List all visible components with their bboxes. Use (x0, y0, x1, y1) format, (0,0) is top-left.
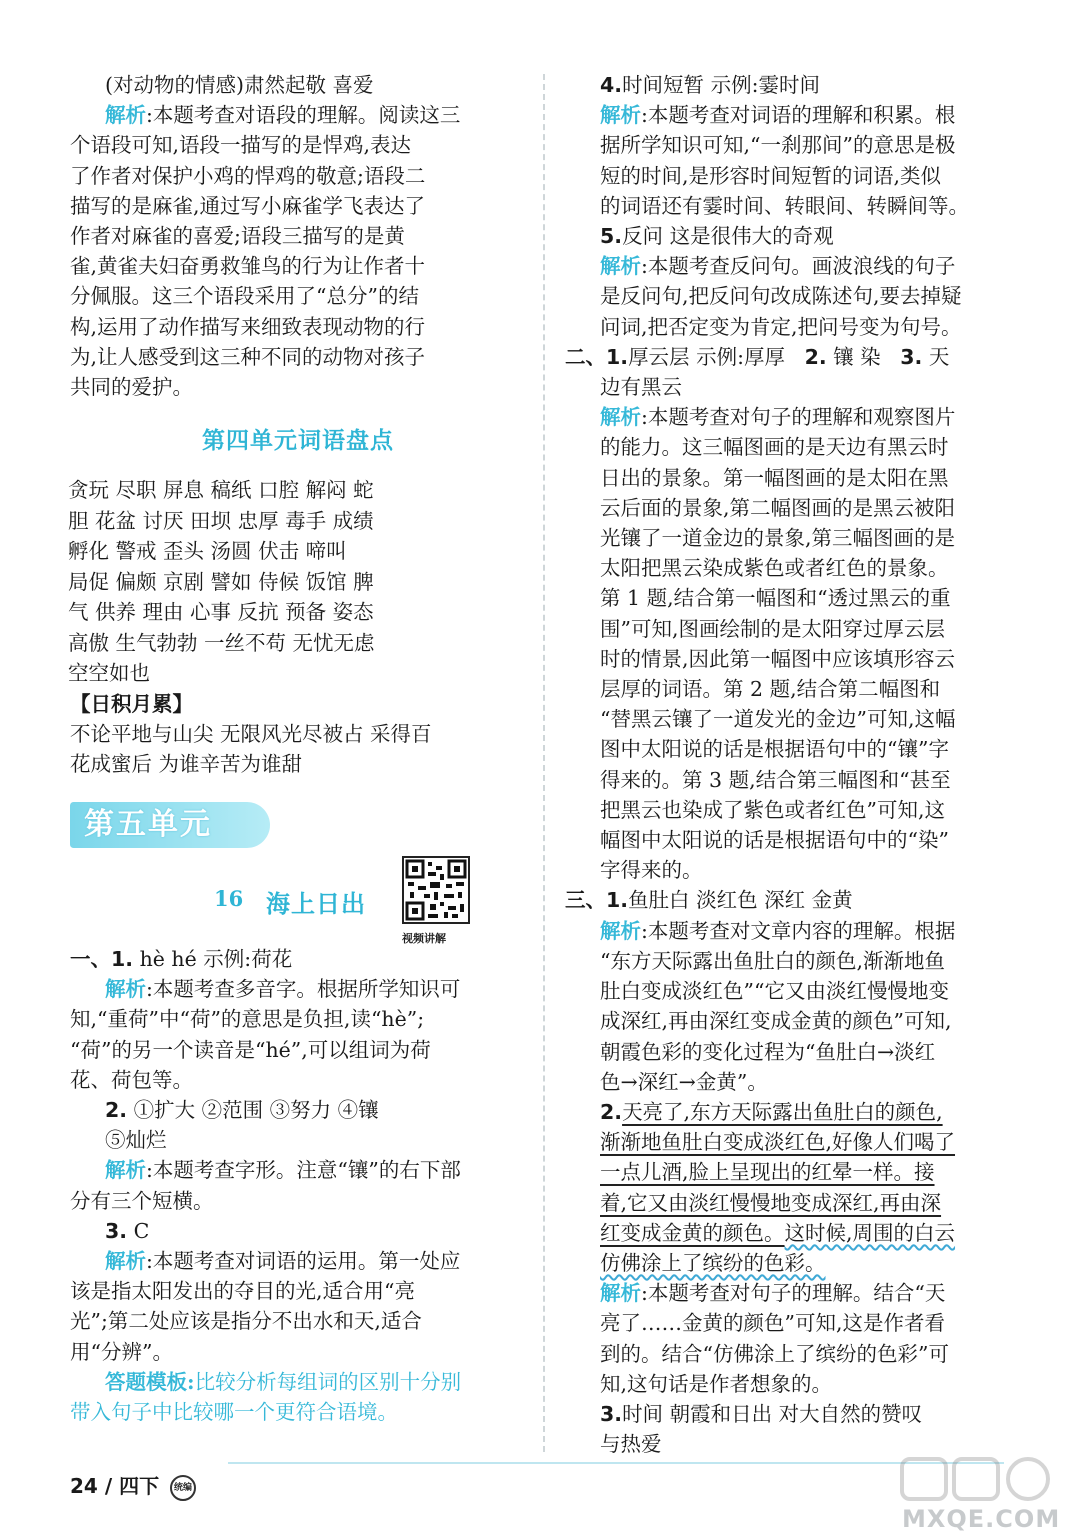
analysis-text: 到的。结合“仿佛涂上了缤纷的色彩”可 (600, 1341, 949, 1366)
mixed-underline-line: 红变成金黄的颜色。这时候,周围的白云 (600, 1220, 956, 1245)
analysis-text: 共同的爱护。 (70, 375, 193, 400)
word-line: 高傲 生气勃勃 一丝不苟 无忧无虑 (68, 630, 375, 655)
analysis-label: 解析 (105, 1158, 146, 1183)
analysis-text: 花、荷包等。 (70, 1067, 193, 1092)
analysis-text: 本题考查多音字。根据所学知识可 (152, 977, 461, 1002)
analysis-text: 把黑云也染成了紫色或者红色”可知,这 (600, 797, 945, 822)
analysis-text: 围”可知,图画绘制的是太阳穿过厚云层 (600, 616, 945, 641)
underlined-text: 着,它又由淡红慢慢地变成深红,再由深 (600, 1190, 942, 1215)
analysis-text: 第 1 题,结合第一幅图和“透过黑云的重 (600, 586, 951, 611)
word-line: 局促 偏颇 京剧 譬如 侍候 饭馆 脾 (68, 569, 374, 594)
answer-line: (对动物的情感)肃然起敬 喜爱 (105, 73, 374, 97)
question-line: 2.天亮了,东方天际露出鱼肚白的颜色, (600, 1099, 943, 1124)
analysis-text: 是反问句,把反问句改成陈述句,要去掉疑 (600, 284, 962, 309)
question-line: 2. ①扩大 ②范围 ③努力 ④镶 (105, 1097, 379, 1122)
analysis-text: 了作者对保护小鸡的悍鸡的敬意;语段二 (70, 163, 426, 188)
section-title: 第四单元词语盘点 (202, 428, 394, 455)
analysis-text: 用“分辨”。 (70, 1339, 173, 1364)
lesson-number: 16 (214, 885, 244, 911)
edition-seal-icon: 统编 (170, 1475, 196, 1501)
poem-line: 不论平地与山尖 无限风光尽被占 采得百 (70, 721, 432, 746)
template-text: 带入句子中比较哪一个更符合语境。 (70, 1399, 398, 1424)
analysis-text: 时的情景,因此第一幅图中应该填形容云 (600, 646, 956, 671)
page-footer (70, 1470, 196, 1501)
analysis-text: 构,运用了动作描写来细致表现动物的行 (70, 314, 426, 339)
analysis-label: 解析 (105, 1248, 146, 1273)
wavy-underlined-text: 仿佛涂上了缤纷的色彩。 (600, 1250, 826, 1275)
analysis-text: 分佩服。这三个语段采用了“总分”的结 (70, 284, 419, 309)
analysis-text: 幅图中太阳说的话是根据语句中的“染” (600, 828, 949, 853)
question-line: 4.时间短暂 示例:霎时间 (600, 73, 820, 97)
analysis-text: 光镶了一道金边的景象,第三幅图画的是 (600, 526, 956, 551)
analysis-text: 本题考查对语段的理解。阅读这三 (152, 103, 461, 128)
accumulation-heading: 【日积月累】 (70, 691, 193, 716)
template-label: 答题模板: (105, 1369, 195, 1394)
word-line: 胆 花盆 讨厌 田坝 忠厚 毒手 成绩 (68, 508, 374, 533)
qr-caption: 视频讲解 (402, 931, 446, 945)
analysis-text: 个语段可知,语段一描写的是悍鸡,表达 (70, 133, 412, 158)
analysis-text: “替黑云镶了一道发光的金边”可知,这幅 (600, 707, 956, 732)
analysis-text: 图中太阳说的话是根据语句中的“镶”字 (600, 737, 949, 762)
analysis-text: 知,“重荷”中“荷”的意思是负担,读“hè”; (70, 1007, 425, 1032)
analysis-label: 解析 (600, 1281, 641, 1306)
right-column: 4.时间短暂 示例:霎时间 解析:本题考查对词语的理解和积累。根 据所学知识可知,“一刹那间”的意思是极 短的时间,是形容时间短暂的词语,类似 的词语还有霎时间、转眼间、转瞬间等。 5.反问 这是很伟大的奇观 解析:本题考查反问句。画波浪线的句子 是反问句,把反问句改成陈述句,要去掉疑 问词,把否定变为肯定,把问号变为句号。 二、1.厚云层 示例:厚厚 2. 镶 染 3. 天 边有黑云 解析:本题考查对句子的理解和观察图片 的能力。这三幅图画的是天边有黑云时 日出的景象。第一幅图画的是太阳在黑 云后面的景象,第二幅图画的是黑云被阳 光镶了一道金边的景象,第三幅图画的是 太阳把黑云染成紫色或者红色的景象。 第 1 题,结合第一幅图和“透过黑云的重 围”可知,图画绘制的是太阳穿过厚云层 时的情景,因此第一幅图中应该填形容云 层厚的词语。第 2 题,结合第二幅图和 “替黑云镶了一道发光的金边”可知,这幅 图中太阳说的话是根据语句中的“镶”字 得来的。第 3 题,结合第三幅图和“甚至 把黑云也染成了紫色或者红色”可知,这 幅图中太阳说的话是根据语句中的“染” 字得来的。 三、1.鱼肚白 淡红色 深红 金黄 解析:本题考查对文章内容的理解。根据 “东方天际露出鱼肚白的颜色,渐渐地鱼 肚白变成淡红色”“它又由淡红慢慢地变 成深红,再由深红变成金黄的颜色”可知, 朝霞色彩的变化过程为“鱼肚白→淡红 色→深红→金黄”。 2.天亮了,东方天际露出鱼肚白的颜色, 渐渐地鱼肚白变成淡红色,好像人们喝了 一点儿酒,脸上呈现出的红晕一样。接 着,它又由淡红慢慢地变成深红,再由深 红变成金黄的颜色。这时候,周围的白云 仿佛涂上了缤纷的色彩。 解析:本题考查对句子的理解。结合“天 亮了……金黄的颜色”可知,这是作者看 到的。结合“仿佛涂上了缤纷的色彩”可 知,这句话是作者想象的。 3.时间 朝霞和日出 对大自然的赞叹 与热爱 (600, 70, 1018, 1459)
analysis-text: 问词,把否定变为肯定,把问号变为句号。 (600, 314, 962, 339)
analysis-label: 解析 (600, 405, 641, 430)
analysis-text: 该是指太阳发出的夺目的光,适合用“亮 (70, 1279, 415, 1304)
analysis-text: 本题考查反问句。画波浪线的句子 (647, 254, 956, 279)
footer-separator: / (104, 1474, 113, 1498)
analysis-text: 雀,黄雀夫妇奋勇救雏鸟的行为让作者十 (70, 254, 426, 279)
analysis-text: 太阳把黑云染成紫色或者红色的景象。 (600, 556, 949, 581)
analysis-text: 色→深红→金黄”。 (600, 1069, 768, 1094)
analysis-text: 得来的。第 3 题,结合第三幅图和“甚至 (600, 767, 951, 792)
analysis-text: 光”;第二处应该是指分不出水和天,适合 (70, 1309, 422, 1334)
analysis-text: 短的时间,是形容时间短暂的词语,类似 (600, 163, 942, 188)
grade-label: 四下 (119, 1474, 160, 1498)
analysis-text: 据所学知识可知,“一刹那间”的意思是极 (600, 133, 956, 158)
analysis-block: 解析:本题考查对语段的理解。阅读这三 个语段可知,语段一描写的是悍鸡,表达 了作者对保护小鸡的悍鸡的敬意;语段二 描写的是麻雀,通过写小麻雀学飞表达了 作者对麻雀的喜爱;语段三描写的是黄 雀,黄雀夫妇奋勇救雏鸟的行为让作者十 分佩服。这三个语段采用了“总分”的结 构,运用了动作描写来细致表现动物的行 为,让人感受到这三种不同的动物对孩子 共同的爱护。 (70, 100, 526, 402)
left-column: (对动物的情感)肃然起敬 喜爱 解析:本题考查对语段的理解。阅读这三 个语段可知,语段一描写的是悍鸡,表达 了作者对保护小鸡的悍鸡的敬意;语段二 描写的是麻雀,通过写小麻雀学飞表达了 作者对麻雀的喜爱;语段三描写的是黄 雀,黄雀夫妇奋勇救雏鸟的行为让作者十 分佩服。这三个语段采用了“总分”的结 构,运用了动作描写来细致表现动物的行 为,让人感受到这三种不同的动物对孩子 共同的爱护。 第四单元词语盘点 贪玩 尽职 屏息 稿纸 口腔 解闷 蛇 胆 花盆 讨厌 田坝 忠厚 毒手 成绩 孵化 警戒 歪头 汤圆 伏击 啼叫 局促 偏颇 京剧 譬如 侍候 饭馆 脾 气 供养 理由 心事 反抗 预备 姿态 高傲 生气勃勃 一丝不苟 无忧无虑 空空如也 【日积月累】 不论平地与山尖 无限风光尽被占 采得百 花成蜜后 为谁辛苦为谁甜 第五单元 16 海上日出 视频讲解 一、1. hè hé 示例:荷花 解析:本题考查多音字。根据所学知识可 知,“重荷”中“荷”的意思是负担,读“hè”; “荷”的另一个读音是“hé”,可以组词为荷 花、荷包等。 2. ①扩大 ②范围 ③努力 ④镶 ⑤灿烂 解析:本题考查字形。注意“镶”的右下部 分有三个短横。 3. C 解析:本题考查对词语的运用。第一处应 该是指太阳发出的夺目的光,适合用“亮 光”;第二处应该是指分不出水和天,适合 用“分辨”。 答题模板:比较分析每组词的区别十分别 带入句子中比较哪一个更符合语境。 (70, 70, 526, 1427)
analysis-text: 知,这句话是作者想象的。 (600, 1371, 833, 1396)
word-line: 贪玩 尽职 屏息 稿纸 口腔 解闷 蛇 (68, 478, 374, 503)
analysis-text: 本题考查对词语的理解和积累。根 (647, 103, 956, 128)
analysis-text: 成深红,再由深红变成金黄的颜色”可知, (600, 1009, 952, 1034)
poem-line: 花成蜜后 为谁辛苦为谁甜 (70, 752, 303, 777)
analysis-text: 亮了……金黄的颜色”可知,这是作者看 (600, 1311, 945, 1336)
question-line: 与热爱 (600, 1432, 662, 1457)
underlined-text: 一点儿酒,脸上呈现出的红晕一样。接 (600, 1160, 935, 1185)
analysis-text: 的词语还有霎时间、转眼间、转瞬间等。 (600, 193, 969, 218)
analysis-text: 描写的是麻雀,通过写小麻雀学飞表达了 (70, 193, 426, 218)
analysis-text: 为,让人感受到这三种不同的动物对孩子 (70, 344, 426, 369)
analysis-text: 本题考查对文章内容的理解。根据 (647, 918, 956, 943)
template-text: 比较分析每组词的区别十分别 (194, 1369, 462, 1394)
question-line: 二、1.厚云层 示例:厚厚 2. 镶 染 3. 天 (565, 344, 950, 369)
question-line: ⑤灿烂 (105, 1128, 167, 1153)
analysis-label: 解析 (600, 918, 641, 943)
word-line: 气 供养 理由 心事 反抗 预备 姿态 (68, 600, 374, 625)
watermark-text: MXQE.COM (902, 1505, 1061, 1533)
analysis-text: 云后面的景象,第二幅图画的是黑云被阳 (600, 495, 956, 520)
page-number: 24 (70, 1474, 98, 1498)
analysis-label: 解析 (105, 977, 146, 1002)
analysis-label: 解析 (600, 254, 641, 279)
unit-banner: 第五单元 (70, 802, 270, 848)
qr-code-icon[interactable] (402, 856, 470, 924)
column-divider (543, 74, 545, 1452)
analysis-text: “东方天际露出鱼肚白的颜色,渐渐地鱼 (600, 948, 945, 973)
analysis-text: 日出的景象。第一幅图画的是太阳在黑 (600, 465, 949, 490)
analysis-label: 解析 (600, 103, 641, 128)
analysis-text: 朝霞色彩的变化过程为“鱼肚白→淡红 (600, 1039, 936, 1064)
analysis-text: 本题考查对句子的理解。结合“天 (647, 1281, 946, 1306)
question-line: 5.反问 这是很伟大的奇观 (600, 224, 834, 249)
word-line: 空空如也 (68, 661, 150, 686)
question-line: 边有黑云 (600, 375, 682, 400)
footer-rule (228, 1462, 1004, 1464)
underlined-text: 渐渐地鱼肚白变成淡红色,好像人们喝了 (600, 1130, 956, 1155)
word-list (68, 475, 526, 689)
analysis-text: 的能力。这三幅图画的是天边有黑云时 (600, 435, 949, 460)
question-line: 三、1.鱼肚白 淡红色 深红 金黄 (565, 888, 853, 913)
analysis-text: 字得来的。 (600, 858, 703, 883)
analysis-text: 层厚的词语。第 2 题,结合第二幅图和 (600, 677, 941, 702)
analysis-text: 本题考查对句子的理解和观察图片 (647, 405, 956, 430)
analysis-text: 分有三个短横。 (70, 1188, 214, 1213)
word-line: 孵化 警戒 歪头 汤圆 伏击 啼叫 (68, 539, 347, 564)
analysis-text: 本题考查对词语的运用。第一处应 (152, 1248, 461, 1273)
lesson-title: 海上日出 (266, 889, 366, 918)
analysis-label: 解析 (105, 103, 146, 128)
lesson-header (70, 856, 526, 944)
question-line: 3. C (105, 1218, 150, 1243)
analysis-text: “荷”的另一个读音是“hé”,可以组词为荷 (70, 1037, 431, 1062)
question-line: 3.时间 朝霞和日出 对大自然的赞叹 (600, 1401, 923, 1426)
question-line: 一、1. hè hé 示例:荷花 (70, 946, 293, 971)
analysis-text: 作者对麻雀的喜爱;语段三描写的是黄 (70, 224, 405, 249)
analysis-text: 本题考查字形。注意“镶”的右下部 (152, 1158, 461, 1183)
analysis-text: 肚白变成淡红色”“它又由淡红慢慢地变 (600, 979, 949, 1004)
